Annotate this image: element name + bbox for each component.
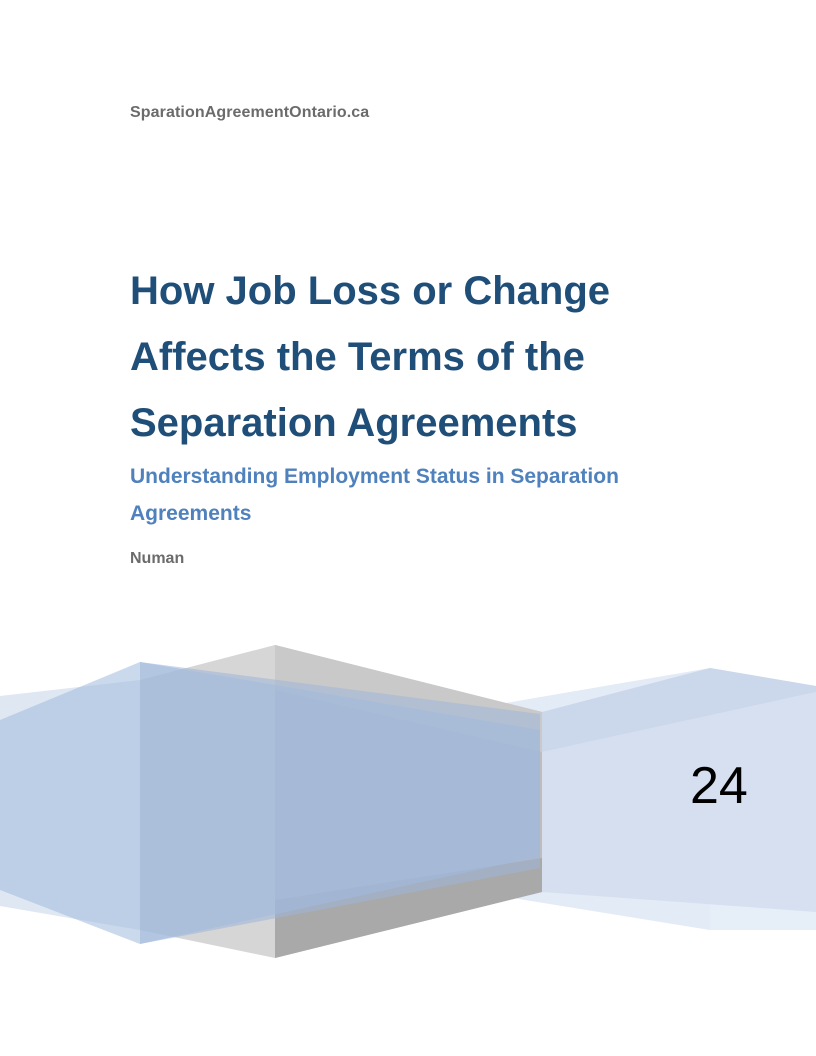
author-name: Numan (130, 550, 185, 567)
subtitle-line-1: Understanding Employment Status in Separation (130, 465, 619, 488)
title-line-3: Separation Agreements (130, 401, 578, 445)
page-number: 24 (690, 757, 748, 815)
document-subtitle (130, 458, 700, 532)
website-name: SparationAgreementOntario.ca (130, 104, 370, 121)
title-line-2: Affects the Terms of the (130, 335, 585, 379)
title-line-1: How Job Loss or Change (130, 269, 611, 313)
document-title (130, 258, 690, 456)
subtitle-line-2: Agreements (130, 502, 252, 525)
